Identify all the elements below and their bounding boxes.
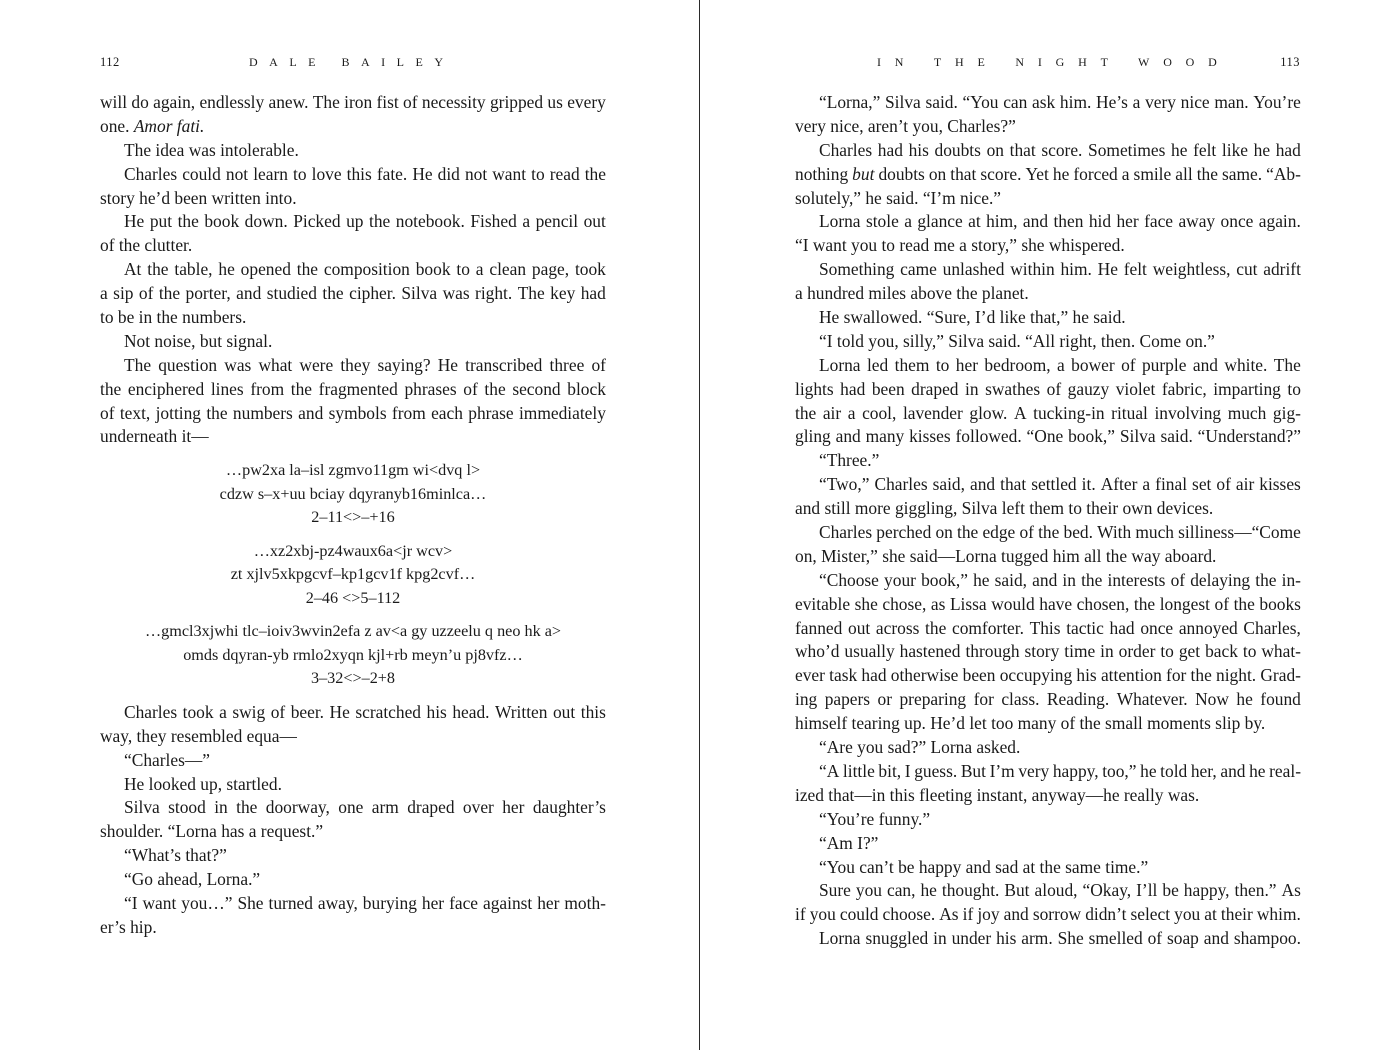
right-page-header	[795, 53, 1300, 71]
text-line: will do again, endlessly anew. The iron fist of necessity gripped us every	[100, 92, 606, 112]
text-line: gling and many kisses followed. “One book,” Silva said. “Understand?”	[795, 426, 1301, 447]
cipher-line: …pw2xa la–isl zgmvo11gm wi<dvq l>	[225, 461, 481, 480]
text-line: “Lorna,” Silva said. “You can ask him. He’s a very nice man. You’re	[819, 92, 1301, 112]
text-line: “Go ahead, Lorna.”	[124, 869, 261, 890]
text-line: underneath it—	[100, 426, 209, 447]
text-line: “You can’t be happy and sad at the same time.”	[819, 856, 1149, 877]
text-line: He looked up, startled.	[124, 773, 282, 794]
left-page-header	[100, 53, 605, 71]
text-line: who’d usually hastened through story time in order to get back to what-	[795, 641, 1301, 662]
text-line: Silva stood in the doorway, one arm draped over her daughter’s	[124, 797, 606, 818]
text-line: “I want you to read me a story,” she whispered.	[795, 235, 1125, 256]
text-line: er’s hip.	[100, 916, 157, 937]
text-line: very nice, aren’t you, Charles?”	[795, 115, 1016, 136]
text-line: Lorna led them to her bedroom, a bower of purple and white. The	[819, 354, 1301, 375]
text-line: He swallowed. “Sure, I’d like that,” he said.	[819, 307, 1126, 328]
text-line: ized that—in this fleeting instant, anyway—he really was.	[795, 784, 1200, 805]
text-line: on, Mister,” she said—Lorna tugged him all the way aboard.	[795, 545, 1217, 566]
text-line: Charles had his doubts on that score. Sometimes he felt like he had	[819, 139, 1301, 160]
text-line: a sip of the porter, and studied the cipher. Silva was right. The key had	[100, 283, 606, 304]
text-line: “I want you…” She turned away, burying her face against her moth-	[124, 892, 606, 913]
text-line: “You’re funny.”	[819, 808, 931, 829]
text-line: the enciphered lines from the fragmented phrases of the second block	[100, 378, 606, 399]
body-paragraphs	[795, 91, 1301, 951]
cipher-group-spacer	[100, 530, 606, 540]
right-page-body	[795, 91, 1301, 951]
text-line: “What’s that?”	[124, 845, 227, 866]
text-line: evitable she chose, as Lissa would have chosen, the longest of the books	[795, 593, 1301, 614]
text-line: The question was what were they saying? He transcribed three of	[124, 354, 606, 375]
left-page-body	[100, 91, 606, 940]
cipher-line: omds dqyran-yb rmlo2xyqn kjl+rb meyn’u pj8vfz…	[183, 645, 523, 664]
text-line: “Three.”	[819, 450, 880, 471]
text-line: of the clutter.	[100, 235, 193, 256]
running-head-author: DALE BAILEY	[249, 55, 455, 69]
cipher-line: 2–46 <>5–112	[305, 588, 401, 607]
text-line: ing papers or preparing for class. Reading. Whatever. Now he found	[795, 689, 1301, 710]
text-line: “A little bit, I guess. But I’m very happy, too,” he told her, and he real-	[819, 760, 1301, 781]
text-line: “Two,” Charles said, and that settled it. After a final set of air kisses	[819, 474, 1301, 495]
text-line: one. Amor fati.	[100, 115, 205, 136]
text-line: The idea was intolerable.	[124, 139, 299, 160]
right-page	[700, 0, 1400, 1050]
text-line: “I told you, silly,” Silva said. “All right, then. Come on.”	[819, 330, 1215, 351]
text-line: the air a cool, lavender glow. A tucking-in ritual involving much gig-	[795, 402, 1301, 423]
cipher-group-spacer	[100, 610, 606, 620]
text-line: to be in the numbers.	[100, 307, 247, 328]
cipher-line: 2–11<>–+16	[311, 508, 395, 527]
text-line: himself tearing up. He’d let too many of the small moments slip by.	[795, 713, 1266, 734]
text-line: lights had been draped in swathes of gauzy violet fabric, imparting to	[795, 378, 1301, 399]
text-line: Charles perched on the edge of the bed. With much silliness—“Come	[819, 522, 1301, 543]
cipher-line: zt xjlv5xkpgcvf–kp1gcv1f kpg2cvf…	[230, 565, 476, 584]
cipher-line: cdzw s–x+uu bciay dqyranyb16minlca…	[219, 484, 487, 503]
text-line: a hundred miles above the planet.	[795, 283, 1029, 304]
text-line: fanned out across the comforter. This tactic had once annoyed Charles,	[795, 617, 1301, 638]
cipher-line: 3–32<>–2+8	[310, 669, 396, 688]
text-line: Not noise, but signal.	[124, 330, 273, 351]
text-line: Sure you can, he thought. But aloud, “Okay, I’ll be happy, then.” As	[819, 880, 1301, 901]
text-line: ever task had otherwise been occupying his attention for the night. Grad-	[795, 665, 1301, 686]
body-paragraphs-before-cipher	[100, 91, 606, 449]
text-line: At the table, he opened the composition book to a clean page, took	[124, 259, 606, 280]
text-line: story he’d been written into.	[100, 187, 297, 208]
cipher-transcription	[100, 459, 606, 691]
cipher-line: …gmcl3xjwhi tlc–ioiv3wvin2efa z av<a gy uzzeelu q neo hk a>	[144, 622, 562, 641]
text-line: “Are you sad?” Lorna asked.	[819, 737, 1021, 758]
left-page	[0, 0, 699, 1050]
text-line: shoulder. “Lorna has a request.”	[100, 821, 324, 842]
text-line: Charles took a swig of beer. He scratched his head. Written out this	[124, 701, 606, 722]
body-paragraphs-after-cipher	[100, 701, 606, 940]
text-line: Something came unlashed within him. He felt weightless, cut adrift	[819, 259, 1301, 280]
text-line: and still more giggling, Silva left them to their own devices.	[795, 498, 1214, 519]
text-line: way, they resembled equa—	[100, 725, 297, 746]
text-line: He put the book down. Picked up the notebook. Fished a pencil out	[124, 211, 606, 232]
text-line: nothing but doubts on that score. Yet he forced a smile all the same. “Ab-	[795, 163, 1301, 184]
text-line: Lorna snuggled in under his arm. She smelled of soap and shampoo.	[819, 928, 1301, 949]
text-line: if you could choose. As if joy and sorrow didn’t select you at their whim.	[795, 904, 1301, 925]
page-number: 112	[100, 55, 120, 69]
text-line: Lorna stole a glance at him, and then hid her face away once again.	[819, 211, 1301, 232]
text-line: “Am I?”	[819, 832, 879, 853]
text-line: of text, jotting the numbers and symbols from each phrase immediately	[100, 402, 606, 423]
cipher-line: …xz2xbj-pz4waux6a<jr wcv>	[253, 541, 453, 560]
text-line: “Choose your book,” he said, and in the interests of delaying the in-	[819, 569, 1301, 590]
text-line: “Charles—”	[124, 749, 210, 770]
text-line: Charles could not learn to love this fate. He did not want to read the	[124, 163, 606, 184]
text-line: solutely,” he said. “I’m nice.”	[795, 187, 1002, 208]
page-number: 113	[1280, 55, 1300, 69]
running-head-title: IN THE NIGHT WOOD	[877, 55, 1231, 69]
